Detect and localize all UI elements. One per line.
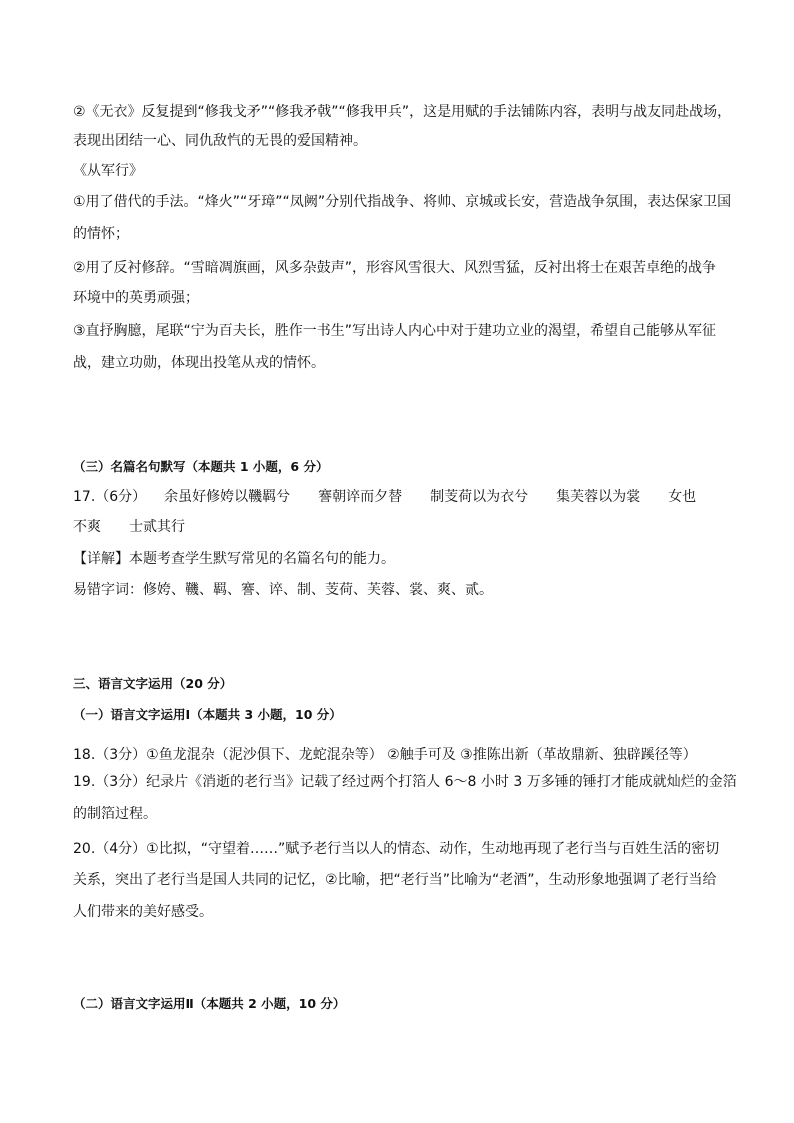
q17-answer-4: 集芙蓉以为裳 [556,489,641,505]
q17-answer-5: 女也 [668,489,697,505]
q19-answer-line-1: 19.（3分）纪录片《消逝的老行当》记载了经过两个打箔人 6～8 小时 3 万多锤的锤打才能成就灿烂的金箔 [73,774,737,790]
q17-answer-6: 不爽 [73,519,101,535]
congjunxing-point-2-line-1: ②用了反衬修辞。“雪暗凋旗画，风多杂鼓声”，形容风雪很大、风烈雪猛，反衬出将士在艰苦卓绝的战争 [73,260,717,276]
part-three-heading: 三、语言文字运用（20 分） [73,676,233,691]
congjunxing-point-3-line-2: 战，建立功勋，体现出投笔从戎的情怀。 [73,355,325,371]
q17-answer-7: 士贰其行 [129,519,185,535]
congjunxing-title: 《从军行》 [73,163,143,179]
congjunxing-point-3-line-1: ③直抒胸臆，尾联“宁为百夫长，胜作一书生”写出诗人内心中对于建功立业的渴望，希望自己能够从军征 [73,323,717,339]
congjunxing-point-1-line-1: ①用了借代的手法。“烽火”“牙璋”“凤阙”分别代指战争、将帅、京城或长安，营造战争氛围，表达保家卫国 [73,194,732,210]
q19-answer-line-2: 的制箔过程。 [73,806,157,822]
congjunxing-point-1-line-2: 的情怀； [73,226,129,242]
q17-answer-1: 余虽好修姱以鞿羁兮 [164,489,291,505]
q18-answer: 18.（3分）①鱼龙混杂（泥沙俱下、龙蛇混杂等） ②触手可及 ③推陈出新（革故鼎新、独辟蹊径等） [73,747,697,763]
q17-answer-3: 制芰荷以为衣兮 [430,489,529,505]
q17-error-words: 易错字词：修姱、鞿、羁、謇、谇、制、芰荷、芙蓉、裳、爽、贰。 [73,582,493,598]
q20-answer-line-3: 人们带来的美好感受。 [73,904,213,920]
q17-answer-2: 謇朝谇而夕替 [318,489,403,505]
q17-answer-line-2 [73,518,185,536]
q20-answer-line-2: 关系，突出了老行当是国人共同的记忆，②比喻，把“老行当”比喻为“老酒”，生动形象地强调了老行当给 [73,872,717,888]
section-san-heading: （三）名篇名句默写（本题共 1 小题，6 分） [73,459,329,474]
wuyi-paragraph-line-1: ②《无衣》反复提到“修我戈矛”“修我矛戟”“修我甲兵”，这是用赋的手法铺陈内容，表明与战友同赴战场， [73,104,732,120]
part-three-sub2-heading: （二）语言文字运用Ⅱ（本题共 2 小题，10 分） [73,996,346,1011]
q17-number: 17.（6分） [73,489,147,505]
part-three-sub1-heading: （一）语言文字运用Ⅰ（本题共 3 小题，10 分） [73,707,342,722]
q17-detail: 【详解】本题考查学生默写常见的名篇名句的能力。 [73,551,395,567]
q20-answer-line-1: 20.（4分）①比拟，“守望着……”赋予老行当以人的情态、动作，生动地再现了老行当与百姓生活的密切 [73,841,720,857]
congjunxing-point-2-line-2: 环境中的英勇顽强； [73,290,199,306]
q17-answer-line-1 [73,488,696,506]
wuyi-paragraph-line-2: 表现出团结一心、同仇敌忾的无畏的爱国精神。 [73,133,367,149]
